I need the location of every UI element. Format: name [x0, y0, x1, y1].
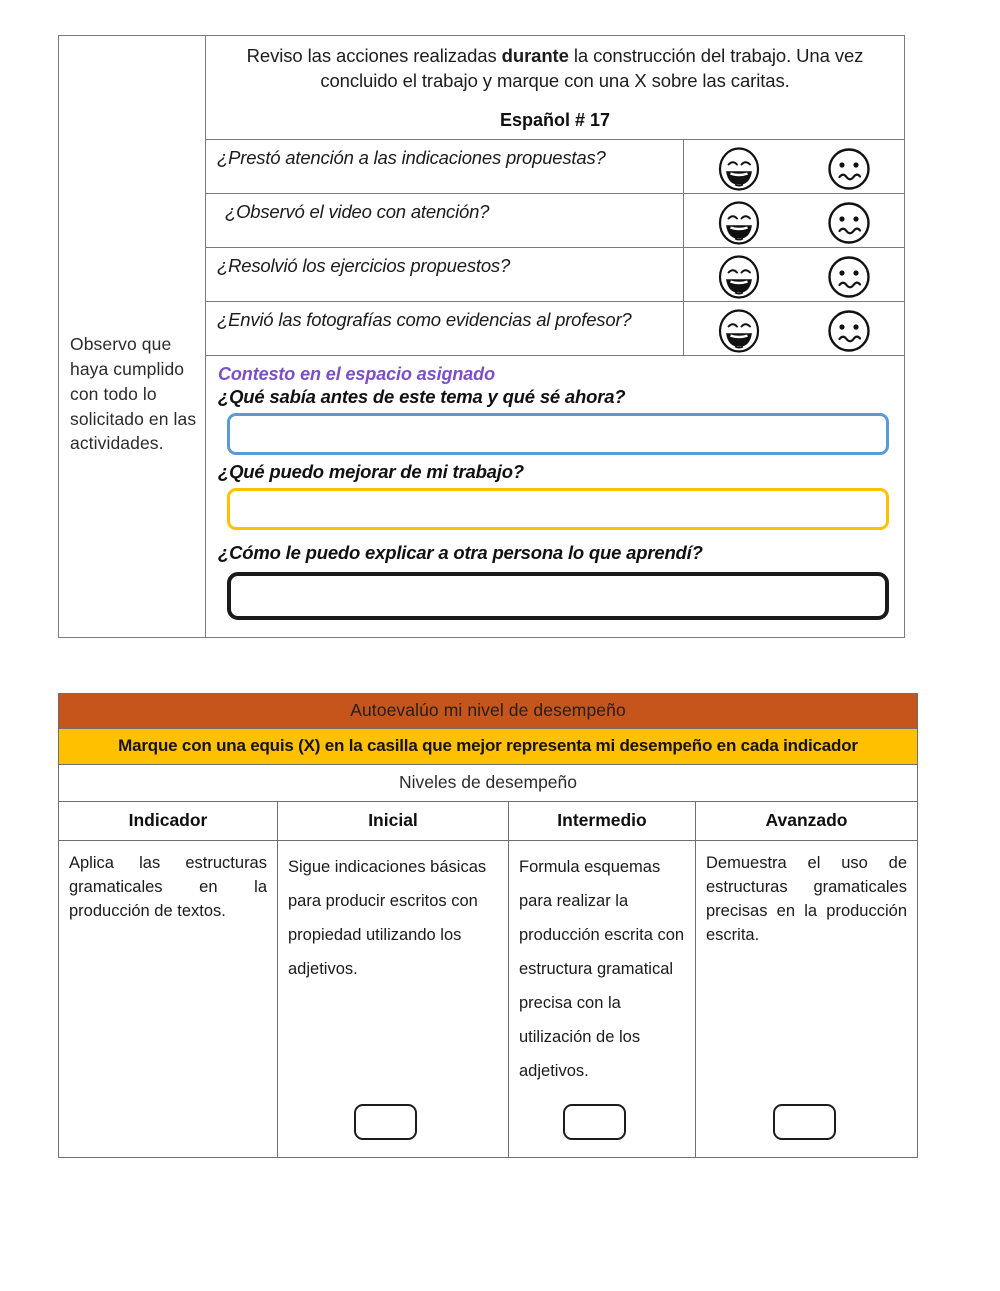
- checkbox-avanzado[interactable]: [773, 1104, 836, 1140]
- rubric-header-indicador: Indicador: [59, 802, 278, 840]
- rubric-cell-indicador: Aplica las estructuras gramaticales en la producción de textos.: [59, 841, 278, 1157]
- face-rating-group: [684, 248, 904, 301]
- face-rating-group: [684, 140, 904, 193]
- instructions-text-part1: Reviso las acciones realizadas: [246, 45, 502, 66]
- instructions-text-part2: la construcción del trabajo. Una vez concluido el trabajo y marque con una X sobre las caritas.: [320, 45, 864, 91]
- sad-face-option[interactable]: [794, 254, 904, 300]
- reflection-question-1: ¿Qué sabía antes de este tema y qué sé ahora?: [218, 386, 626, 407]
- question-text: ¿Observó el video con atención?: [206, 194, 684, 247]
- happy-face-icon: [716, 200, 762, 246]
- instructions-text-emphasis: durante: [501, 45, 569, 66]
- rubric-cell-inicial-text: Sigue indicaciones básicas para producir escritos con propiedad utilizando los adjetivos.: [288, 858, 487, 978]
- happy-face-icon: [716, 146, 762, 192]
- sad-face-icon: [826, 254, 872, 300]
- reflection-question-3: ¿Cómo le puedo explicar a otra persona lo que aprendí?: [218, 542, 703, 563]
- rubric-levels-label: Niveles de desempeño: [59, 765, 917, 802]
- question-text: ¿Resolvió los ejercicios propuestos?: [206, 248, 684, 301]
- happy-face-option[interactable]: [684, 254, 794, 300]
- rubric-header-intermedio: Intermedio: [509, 802, 696, 840]
- face-rating-group: [684, 194, 904, 247]
- happy-face-option[interactable]: [684, 146, 794, 192]
- rubric-instruction: Marque con una equis (X) en la casilla que mejor representa mi desempeño en cada indicador: [59, 729, 917, 765]
- question-text: ¿Prestó atención a las indicaciones propuestas?: [206, 140, 684, 193]
- happy-face-option[interactable]: [684, 308, 794, 354]
- reflection-heading: Contesto en el espacio asignado: [218, 364, 495, 384]
- reflection-answer-2[interactable]: [227, 488, 889, 530]
- subject-title: Español # 17: [499, 110, 611, 131]
- self-evaluation-table: [58, 35, 905, 638]
- reflection-question-2: ¿Qué puedo mejorar de mi trabajo?: [218, 461, 524, 482]
- rubric-cell-avanzado: [696, 841, 917, 1157]
- rubric-cell-intermedio: [509, 841, 696, 1157]
- sad-face-icon: [826, 308, 872, 354]
- rubric-header-row: [59, 802, 917, 841]
- sad-face-option[interactable]: [794, 308, 904, 354]
- rubric-header-inicial: Inicial: [278, 802, 509, 840]
- question-row: [206, 302, 904, 356]
- question-row: [206, 248, 904, 302]
- question-text: ¿Envió las fotografías como evidencias al profesor?: [206, 302, 684, 355]
- rubric-row: [59, 841, 917, 1157]
- observation-column: [59, 36, 206, 637]
- happy-face-icon: [716, 308, 762, 354]
- face-rating-group: [684, 302, 904, 355]
- sad-face-option[interactable]: [794, 200, 904, 246]
- reflection-answer-3[interactable]: [227, 572, 889, 620]
- instructions-cell: [206, 36, 904, 140]
- rubric-header-avanzado: Avanzado: [765, 810, 848, 830]
- checkbox-inicial[interactable]: [354, 1104, 417, 1140]
- rubric-cell-intermedio-text: Formula esquemas para realizar la producción escrita con estructura gramatical precisa con la utilización de los adjetivos.: [519, 858, 685, 1080]
- happy-face-icon: [716, 254, 762, 300]
- self-evaluation-content: [206, 36, 904, 637]
- sad-face-icon: [826, 146, 872, 192]
- rubric-banner: Autoevalúo mi nivel de desempeño: [59, 694, 917, 729]
- question-row: [206, 194, 904, 248]
- happy-face-option[interactable]: [684, 200, 794, 246]
- instructions-text: [218, 44, 892, 93]
- reflection-section: [206, 356, 904, 637]
- rubric-cell-inicial: [278, 841, 509, 1157]
- question-row: [206, 140, 904, 194]
- reflection-answer-1[interactable]: [227, 413, 889, 455]
- observation-label: Observo que haya cumplido con todo lo solicitado en las actividades.: [70, 334, 197, 454]
- checkbox-intermedio[interactable]: [563, 1104, 626, 1140]
- rubric-cell-avanzado-text: Demuestra el uso de estructuras gramaticales precisas en la producción escrita.: [706, 854, 907, 945]
- performance-rubric-table: [58, 693, 918, 1158]
- sad-face-icon: [826, 200, 872, 246]
- sad-face-option[interactable]: [794, 146, 904, 192]
